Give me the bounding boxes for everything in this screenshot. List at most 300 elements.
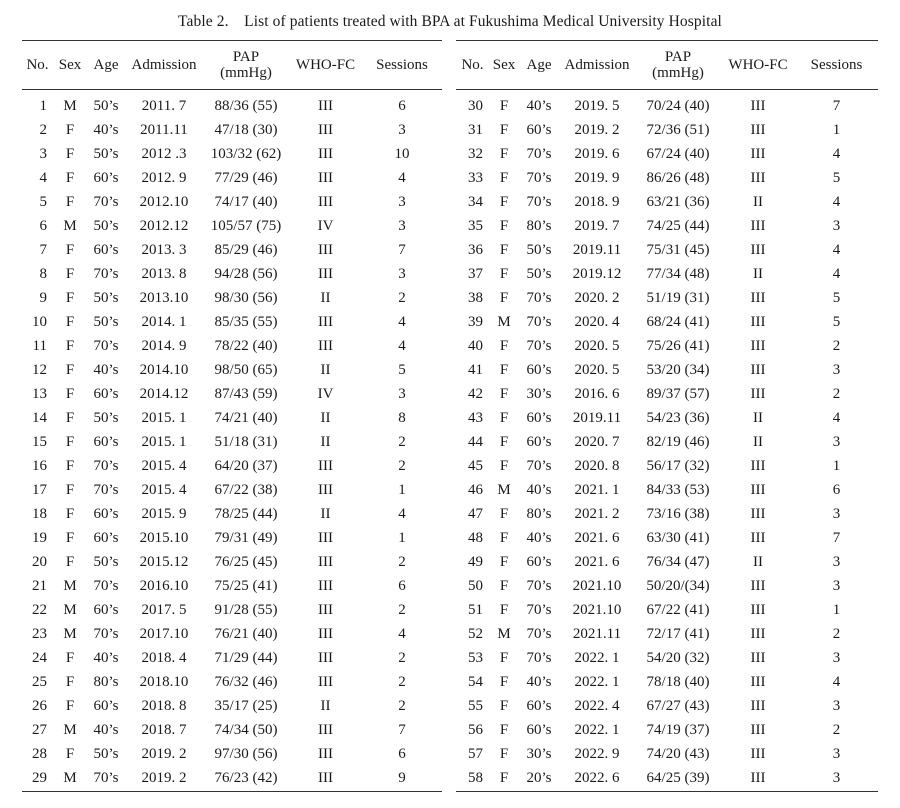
cell-sessions: 5 bbox=[398, 361, 406, 378]
col-header-no: No. bbox=[22, 41, 53, 90]
cell-no: 12 bbox=[32, 361, 47, 378]
cell-whofc: III bbox=[318, 457, 333, 474]
cell-pap: 76/21 (40) bbox=[214, 625, 278, 642]
cell-no: 45 bbox=[468, 457, 483, 474]
cell-no: 26 bbox=[32, 697, 47, 714]
table-row bbox=[456, 454, 878, 478]
table-row bbox=[456, 142, 878, 166]
cell-no: 11 bbox=[32, 337, 47, 354]
cell-sex: F bbox=[499, 169, 509, 186]
cell-admission: 2017. 5 bbox=[141, 601, 187, 618]
cell-sessions: 1 bbox=[832, 601, 841, 618]
cell-age: 70’s bbox=[526, 169, 552, 186]
cell-age: 70’s bbox=[93, 457, 119, 474]
cell-no: 31 bbox=[468, 121, 483, 138]
cell-sex: F bbox=[65, 313, 75, 330]
table-row bbox=[22, 742, 442, 766]
cell-sex: F bbox=[65, 361, 75, 378]
cell-sex: F bbox=[499, 553, 509, 570]
cell-sessions: 7 bbox=[398, 721, 406, 738]
cell-pap: 47/18 (30) bbox=[214, 121, 278, 138]
cell-no: 21 bbox=[32, 577, 47, 594]
cell-no: 51 bbox=[468, 601, 483, 618]
cell-sessions: 6 bbox=[832, 481, 841, 498]
cell-whofc: II bbox=[753, 265, 763, 282]
cell-pap: 98/50 (65) bbox=[214, 361, 278, 378]
cell-pap: 74/20 (43) bbox=[646, 745, 710, 762]
table-row bbox=[456, 574, 878, 598]
cell-no: 1 bbox=[39, 97, 47, 114]
cell-whofc: III bbox=[750, 745, 766, 762]
col-header-admission: Admission bbox=[125, 41, 203, 90]
cell-age: 60’s bbox=[93, 529, 119, 546]
cell-whofc: III bbox=[318, 121, 333, 138]
col-header-pap bbox=[635, 41, 721, 90]
table-row bbox=[22, 718, 442, 742]
table-row bbox=[22, 526, 442, 550]
table-row bbox=[22, 382, 442, 406]
cell-whofc: II bbox=[320, 361, 331, 378]
cell-whofc: III bbox=[318, 721, 333, 738]
cell-whofc: III bbox=[750, 241, 766, 258]
cell-sex: F bbox=[499, 193, 509, 210]
cell-whofc: IV bbox=[317, 385, 334, 402]
cell-sessions: 3 bbox=[832, 745, 841, 762]
cell-age: 70’s bbox=[93, 577, 119, 594]
table-row bbox=[22, 598, 442, 622]
cell-sessions: 3 bbox=[832, 697, 841, 714]
cell-no: 9 bbox=[39, 289, 47, 306]
cell-admission: 2015. 4 bbox=[141, 481, 187, 498]
cell-pap: 79/31 (49) bbox=[214, 529, 278, 546]
cell-sex: F bbox=[65, 553, 75, 570]
cell-pap: 89/37 (57) bbox=[646, 385, 710, 402]
cell-pap: 75/25 (41) bbox=[214, 577, 278, 594]
cell-pap: 56/17 (32) bbox=[646, 457, 710, 474]
cell-sex: F bbox=[499, 721, 509, 738]
cell-no: 24 bbox=[32, 649, 47, 666]
cell-no: 56 bbox=[468, 721, 483, 738]
cell-whofc: III bbox=[750, 601, 766, 618]
table-row bbox=[22, 694, 442, 718]
cell-admission: 2015.10 bbox=[139, 529, 189, 546]
cell-age: 60’s bbox=[526, 121, 552, 138]
cell-whofc: III bbox=[750, 361, 766, 378]
cell-pap: 98/30 (56) bbox=[214, 289, 278, 306]
cell-sex: F bbox=[65, 673, 75, 690]
cell-pap: 72/36 (51) bbox=[646, 121, 710, 138]
table-row bbox=[22, 670, 442, 694]
cell-whofc: III bbox=[318, 193, 333, 210]
cell-pap: 67/22 (41) bbox=[646, 601, 710, 618]
table-row bbox=[456, 334, 878, 358]
cell-no: 30 bbox=[468, 97, 483, 114]
cell-whofc: III bbox=[318, 145, 333, 162]
cell-admission: 2021. 1 bbox=[574, 481, 620, 498]
cell-age: 50’s bbox=[93, 97, 119, 114]
col-header-pap-label: PAP bbox=[664, 49, 692, 65]
col-header-pap-label: PAP bbox=[232, 49, 260, 65]
cell-sessions: 1 bbox=[398, 481, 406, 498]
cell-sex: F bbox=[65, 145, 75, 162]
cell-sessions: 4 bbox=[398, 505, 406, 522]
cell-sex: F bbox=[499, 265, 509, 282]
cell-no: 35 bbox=[468, 217, 483, 234]
table-row bbox=[22, 430, 442, 454]
cell-admission: 2020. 2 bbox=[574, 289, 620, 306]
cell-no: 28 bbox=[32, 745, 47, 762]
cell-pap: 97/30 (56) bbox=[214, 745, 278, 762]
cell-sessions: 4 bbox=[832, 145, 841, 162]
cell-whofc: III bbox=[750, 457, 766, 474]
cell-sessions: 5 bbox=[832, 169, 841, 186]
cell-no: 15 bbox=[32, 433, 47, 450]
cell-admission: 2022. 9 bbox=[574, 745, 620, 762]
patient-table-right bbox=[456, 40, 878, 792]
cell-admission: 2021. 2 bbox=[574, 505, 620, 522]
cell-admission: 2013. 3 bbox=[141, 241, 187, 258]
cell-no: 58 bbox=[456, 766, 489, 792]
cell-no: 27 bbox=[32, 721, 47, 738]
cell-sex: F bbox=[65, 289, 75, 306]
cell-age: 40’s bbox=[526, 481, 552, 498]
cell-whofc: III bbox=[750, 529, 766, 546]
cell-age: 40’s bbox=[93, 121, 119, 138]
cell-no: 2 bbox=[39, 121, 47, 138]
cell-whofc: II bbox=[753, 553, 763, 570]
cell-pap: 76/23 (42) bbox=[203, 766, 289, 792]
cell-no: 25 bbox=[32, 673, 47, 690]
cell-age: 70’s bbox=[93, 265, 119, 282]
table-row bbox=[22, 358, 442, 382]
cell-no: 13 bbox=[32, 385, 47, 402]
cell-pap: 94/28 (56) bbox=[214, 265, 278, 282]
col-header-sex: Sex bbox=[489, 41, 519, 90]
cell-no: 37 bbox=[468, 265, 483, 282]
cell-admission: 2015. 1 bbox=[141, 433, 187, 450]
cell-pap: 76/25 (45) bbox=[214, 553, 278, 570]
cell-whofc: III bbox=[318, 337, 333, 354]
table-row bbox=[22, 502, 442, 526]
header-row bbox=[22, 41, 442, 90]
cell-sex: M bbox=[63, 721, 77, 738]
table-row bbox=[456, 694, 878, 718]
cell-sex: F bbox=[65, 697, 75, 714]
cell-admission: 2019.12 bbox=[572, 265, 622, 282]
cell-pap: 50/20/(34) bbox=[646, 577, 710, 594]
cell-admission: 2016. 6 bbox=[574, 385, 620, 402]
cell-sessions: 6 bbox=[398, 97, 406, 114]
cell-age: 50’s bbox=[93, 313, 119, 330]
cell-no: 44 bbox=[468, 433, 483, 450]
cell-age: 20’s bbox=[519, 766, 559, 792]
cell-whofc: III bbox=[318, 601, 333, 618]
cell-admission: 2020. 7 bbox=[574, 433, 620, 450]
cell-whofc: III bbox=[750, 625, 766, 642]
cell-pap: 35/17 (25) bbox=[214, 697, 278, 714]
cell-age: 70’s bbox=[526, 193, 552, 210]
cell-sex: F bbox=[65, 649, 75, 666]
cell-admission: 2021.11 bbox=[572, 625, 622, 642]
cell-age: 30’s bbox=[526, 385, 552, 402]
cell-age: 70’s bbox=[526, 457, 552, 474]
cell-no: 14 bbox=[32, 409, 47, 426]
table-row bbox=[456, 646, 878, 670]
cell-sex: F bbox=[65, 385, 75, 402]
cell-whofc: II bbox=[320, 409, 331, 426]
cell-whofc: III bbox=[750, 673, 766, 690]
cell-sessions: 3 bbox=[398, 385, 406, 402]
cell-sessions: 4 bbox=[398, 625, 406, 642]
cell-sessions: 3 bbox=[398, 217, 406, 234]
table-row bbox=[456, 90, 878, 119]
cell-admission: 2018. 8 bbox=[141, 697, 187, 714]
cell-whofc: III bbox=[750, 217, 766, 234]
cell-admission: 2014. 9 bbox=[141, 337, 187, 354]
cell-whofc: II bbox=[320, 697, 331, 714]
cell-pap: 86/26 (48) bbox=[646, 169, 710, 186]
cell-whofc: III bbox=[318, 169, 333, 186]
table-row bbox=[22, 334, 442, 358]
cell-no: 20 bbox=[32, 553, 47, 570]
cell-admission: 2022. 1 bbox=[574, 721, 620, 738]
cell-admission: 2015. 9 bbox=[141, 505, 187, 522]
cell-admission: 2022. 6 bbox=[559, 766, 635, 792]
cell-pap: 70/24 (40) bbox=[646, 97, 710, 114]
table-row bbox=[456, 166, 878, 190]
cell-sessions: 3 bbox=[795, 766, 878, 792]
cell-whofc: III bbox=[750, 121, 766, 138]
cell-sex: F bbox=[499, 649, 509, 666]
cell-age: 40’s bbox=[93, 721, 119, 738]
cell-no: 3 bbox=[39, 145, 47, 162]
cell-sex: M bbox=[63, 625, 77, 642]
cell-sex: F bbox=[499, 529, 509, 546]
cell-age: 60’s bbox=[93, 241, 119, 258]
cell-age: 70’s bbox=[526, 337, 552, 354]
cell-pap: 77/34 (48) bbox=[646, 265, 710, 282]
cell-whofc: II bbox=[753, 433, 763, 450]
table-row bbox=[22, 118, 442, 142]
table-row bbox=[456, 478, 878, 502]
cell-admission: 2012.10 bbox=[139, 193, 189, 210]
cell-age: 60’s bbox=[526, 409, 552, 426]
cell-age: 70’s bbox=[93, 625, 119, 642]
cell-admission: 2012. 9 bbox=[141, 169, 187, 186]
table-row bbox=[22, 214, 442, 238]
cell-admission: 2019. 2 bbox=[141, 745, 187, 762]
cell-age: 70’s bbox=[87, 766, 125, 792]
cell-whofc: III bbox=[289, 766, 362, 792]
cell-sex: M bbox=[53, 766, 87, 792]
cell-sex: F bbox=[499, 601, 509, 618]
cell-sessions: 9 bbox=[362, 766, 442, 792]
cell-age: 70’s bbox=[526, 649, 552, 666]
table-row bbox=[456, 550, 878, 574]
cell-sessions: 3 bbox=[832, 217, 841, 234]
cell-sessions: 2 bbox=[832, 385, 841, 402]
table-row bbox=[456, 430, 878, 454]
cell-sessions: 3 bbox=[832, 505, 841, 522]
table-row bbox=[22, 166, 442, 190]
cell-whofc: II bbox=[753, 409, 763, 426]
cell-admission: 2012.12 bbox=[139, 217, 189, 234]
cell-no: 39 bbox=[468, 313, 483, 330]
cell-age: 70’s bbox=[526, 313, 552, 330]
cell-admission: 2019.11 bbox=[572, 409, 622, 426]
col-header-age: Age bbox=[87, 41, 125, 90]
cell-pap: 91/28 (55) bbox=[214, 601, 278, 618]
cell-admission: 2017.10 bbox=[139, 625, 189, 642]
col-header-age: Age bbox=[519, 41, 559, 90]
cell-admission: 2020. 4 bbox=[574, 313, 620, 330]
cell-whofc: III bbox=[318, 241, 333, 258]
cell-sessions: 2 bbox=[398, 649, 406, 666]
table-row bbox=[456, 742, 878, 766]
cell-sex: M bbox=[63, 601, 77, 618]
cell-sessions: 2 bbox=[398, 457, 406, 474]
table-row bbox=[456, 310, 878, 334]
cell-sessions: 1 bbox=[398, 529, 406, 546]
cell-pap: 76/34 (47) bbox=[646, 553, 710, 570]
col-header-sex: Sex bbox=[53, 41, 87, 90]
cell-whofc: III bbox=[750, 169, 766, 186]
cell-whofc: III bbox=[750, 481, 766, 498]
header-row bbox=[456, 41, 878, 90]
table-row bbox=[456, 598, 878, 622]
cell-no: 5 bbox=[39, 193, 47, 210]
table-title: Table 2. List of patients treated with BPA at Fukushima Medical University Hospital bbox=[178, 13, 722, 30]
table-row bbox=[22, 90, 442, 119]
cell-pap: 67/24 (40) bbox=[646, 145, 710, 162]
cell-no: 50 bbox=[468, 577, 483, 594]
table-body-right bbox=[456, 90, 878, 792]
cell-sex: F bbox=[499, 337, 509, 354]
cell-admission: 2016.10 bbox=[139, 577, 189, 594]
table-row bbox=[456, 382, 878, 406]
cell-pap: 78/25 (44) bbox=[214, 505, 278, 522]
cell-no: 7 bbox=[39, 241, 47, 258]
cell-admission: 2020. 8 bbox=[574, 457, 620, 474]
cell-no: 33 bbox=[468, 169, 483, 186]
cell-admission: 2020. 5 bbox=[574, 361, 620, 378]
col-header-sessions: Sessions bbox=[795, 41, 878, 90]
cell-sessions: 7 bbox=[832, 97, 841, 114]
col-header-whofc: WHO-FC bbox=[721, 41, 795, 90]
cell-age: 60’s bbox=[526, 433, 552, 450]
cell-no: 41 bbox=[468, 361, 483, 378]
cell-whofc: III bbox=[318, 625, 333, 642]
cell-sessions: 1 bbox=[832, 121, 841, 138]
cell-admission: 2014.10 bbox=[139, 361, 189, 378]
cell-sex: M bbox=[63, 97, 77, 114]
cell-pap: 63/21 (36) bbox=[646, 193, 710, 210]
cell-sessions: 3 bbox=[832, 577, 841, 594]
cell-age: 60’s bbox=[93, 505, 119, 522]
cell-age: 50’s bbox=[93, 553, 119, 570]
cell-age: 60’s bbox=[526, 361, 552, 378]
cell-sex: F bbox=[499, 505, 509, 522]
cell-sex: F bbox=[499, 385, 509, 402]
cell-pap: 64/20 (37) bbox=[214, 457, 278, 474]
cell-sex: F bbox=[499, 673, 509, 690]
cell-sessions: 5 bbox=[832, 289, 841, 306]
cell-no: 34 bbox=[468, 193, 483, 210]
cell-whofc: III bbox=[318, 529, 333, 546]
cell-pap: 64/25 (39) bbox=[635, 766, 721, 792]
cell-pap: 78/22 (40) bbox=[214, 337, 278, 354]
cell-admission: 2019. 6 bbox=[574, 145, 620, 162]
cell-sex: F bbox=[65, 169, 75, 186]
cell-sessions: 1 bbox=[832, 457, 841, 474]
cell-no: 49 bbox=[468, 553, 483, 570]
cell-age: 80’s bbox=[526, 217, 552, 234]
cell-age: 80’s bbox=[93, 673, 119, 690]
cell-admission: 2019. 2 bbox=[574, 121, 620, 138]
cell-pap: 73/16 (38) bbox=[646, 505, 710, 522]
cell-age: 50’s bbox=[93, 745, 119, 762]
table-row bbox=[22, 286, 442, 310]
cell-age: 70’s bbox=[93, 481, 119, 498]
cell-sex: F bbox=[499, 289, 509, 306]
table-row bbox=[22, 142, 442, 166]
cell-no: 57 bbox=[468, 745, 483, 762]
cell-admission: 2018.10 bbox=[139, 673, 189, 690]
cell-no: 46 bbox=[468, 481, 483, 498]
table-row bbox=[456, 262, 878, 286]
table-row bbox=[22, 478, 442, 502]
cell-sex: F bbox=[499, 361, 509, 378]
table-row bbox=[456, 622, 878, 646]
col-header-pap bbox=[203, 41, 289, 90]
cell-pap: 88/36 (55) bbox=[214, 97, 278, 114]
cell-sessions: 2 bbox=[398, 289, 406, 306]
cell-pap: 77/29 (46) bbox=[214, 169, 278, 186]
table-row bbox=[456, 766, 878, 792]
cell-whofc: IV bbox=[317, 217, 334, 234]
cell-sessions: 8 bbox=[398, 409, 406, 426]
cell-no: 10 bbox=[32, 313, 47, 330]
cell-sessions: 3 bbox=[832, 361, 841, 378]
table-row bbox=[456, 238, 878, 262]
cell-age: 50’s bbox=[93, 145, 119, 162]
cell-sex: F bbox=[65, 433, 75, 450]
cell-whofc: III bbox=[318, 649, 333, 666]
cell-admission: 2018. 7 bbox=[141, 721, 187, 738]
cell-admission: 2014.12 bbox=[139, 385, 189, 402]
cell-no: 16 bbox=[32, 457, 47, 474]
table-row bbox=[22, 646, 442, 670]
cell-age: 40’s bbox=[526, 673, 552, 690]
cell-sessions: 6 bbox=[398, 577, 406, 594]
cell-sessions: 3 bbox=[398, 193, 406, 210]
cell-age: 50’s bbox=[93, 289, 119, 306]
cell-age: 70’s bbox=[526, 601, 552, 618]
cell-whofc: II bbox=[320, 289, 331, 306]
cell-sex: F bbox=[489, 766, 519, 792]
cell-no: 36 bbox=[468, 241, 483, 258]
cell-no: 48 bbox=[468, 529, 483, 546]
cell-sex: F bbox=[499, 745, 509, 762]
cell-admission: 2018. 4 bbox=[141, 649, 187, 666]
table-row bbox=[456, 190, 878, 214]
col-header-pap-unit: (mmHg) bbox=[220, 65, 272, 81]
table-row bbox=[22, 190, 442, 214]
table-row bbox=[456, 670, 878, 694]
table-row bbox=[22, 238, 442, 262]
cell-sex: F bbox=[65, 457, 75, 474]
cell-sex: F bbox=[65, 121, 75, 138]
